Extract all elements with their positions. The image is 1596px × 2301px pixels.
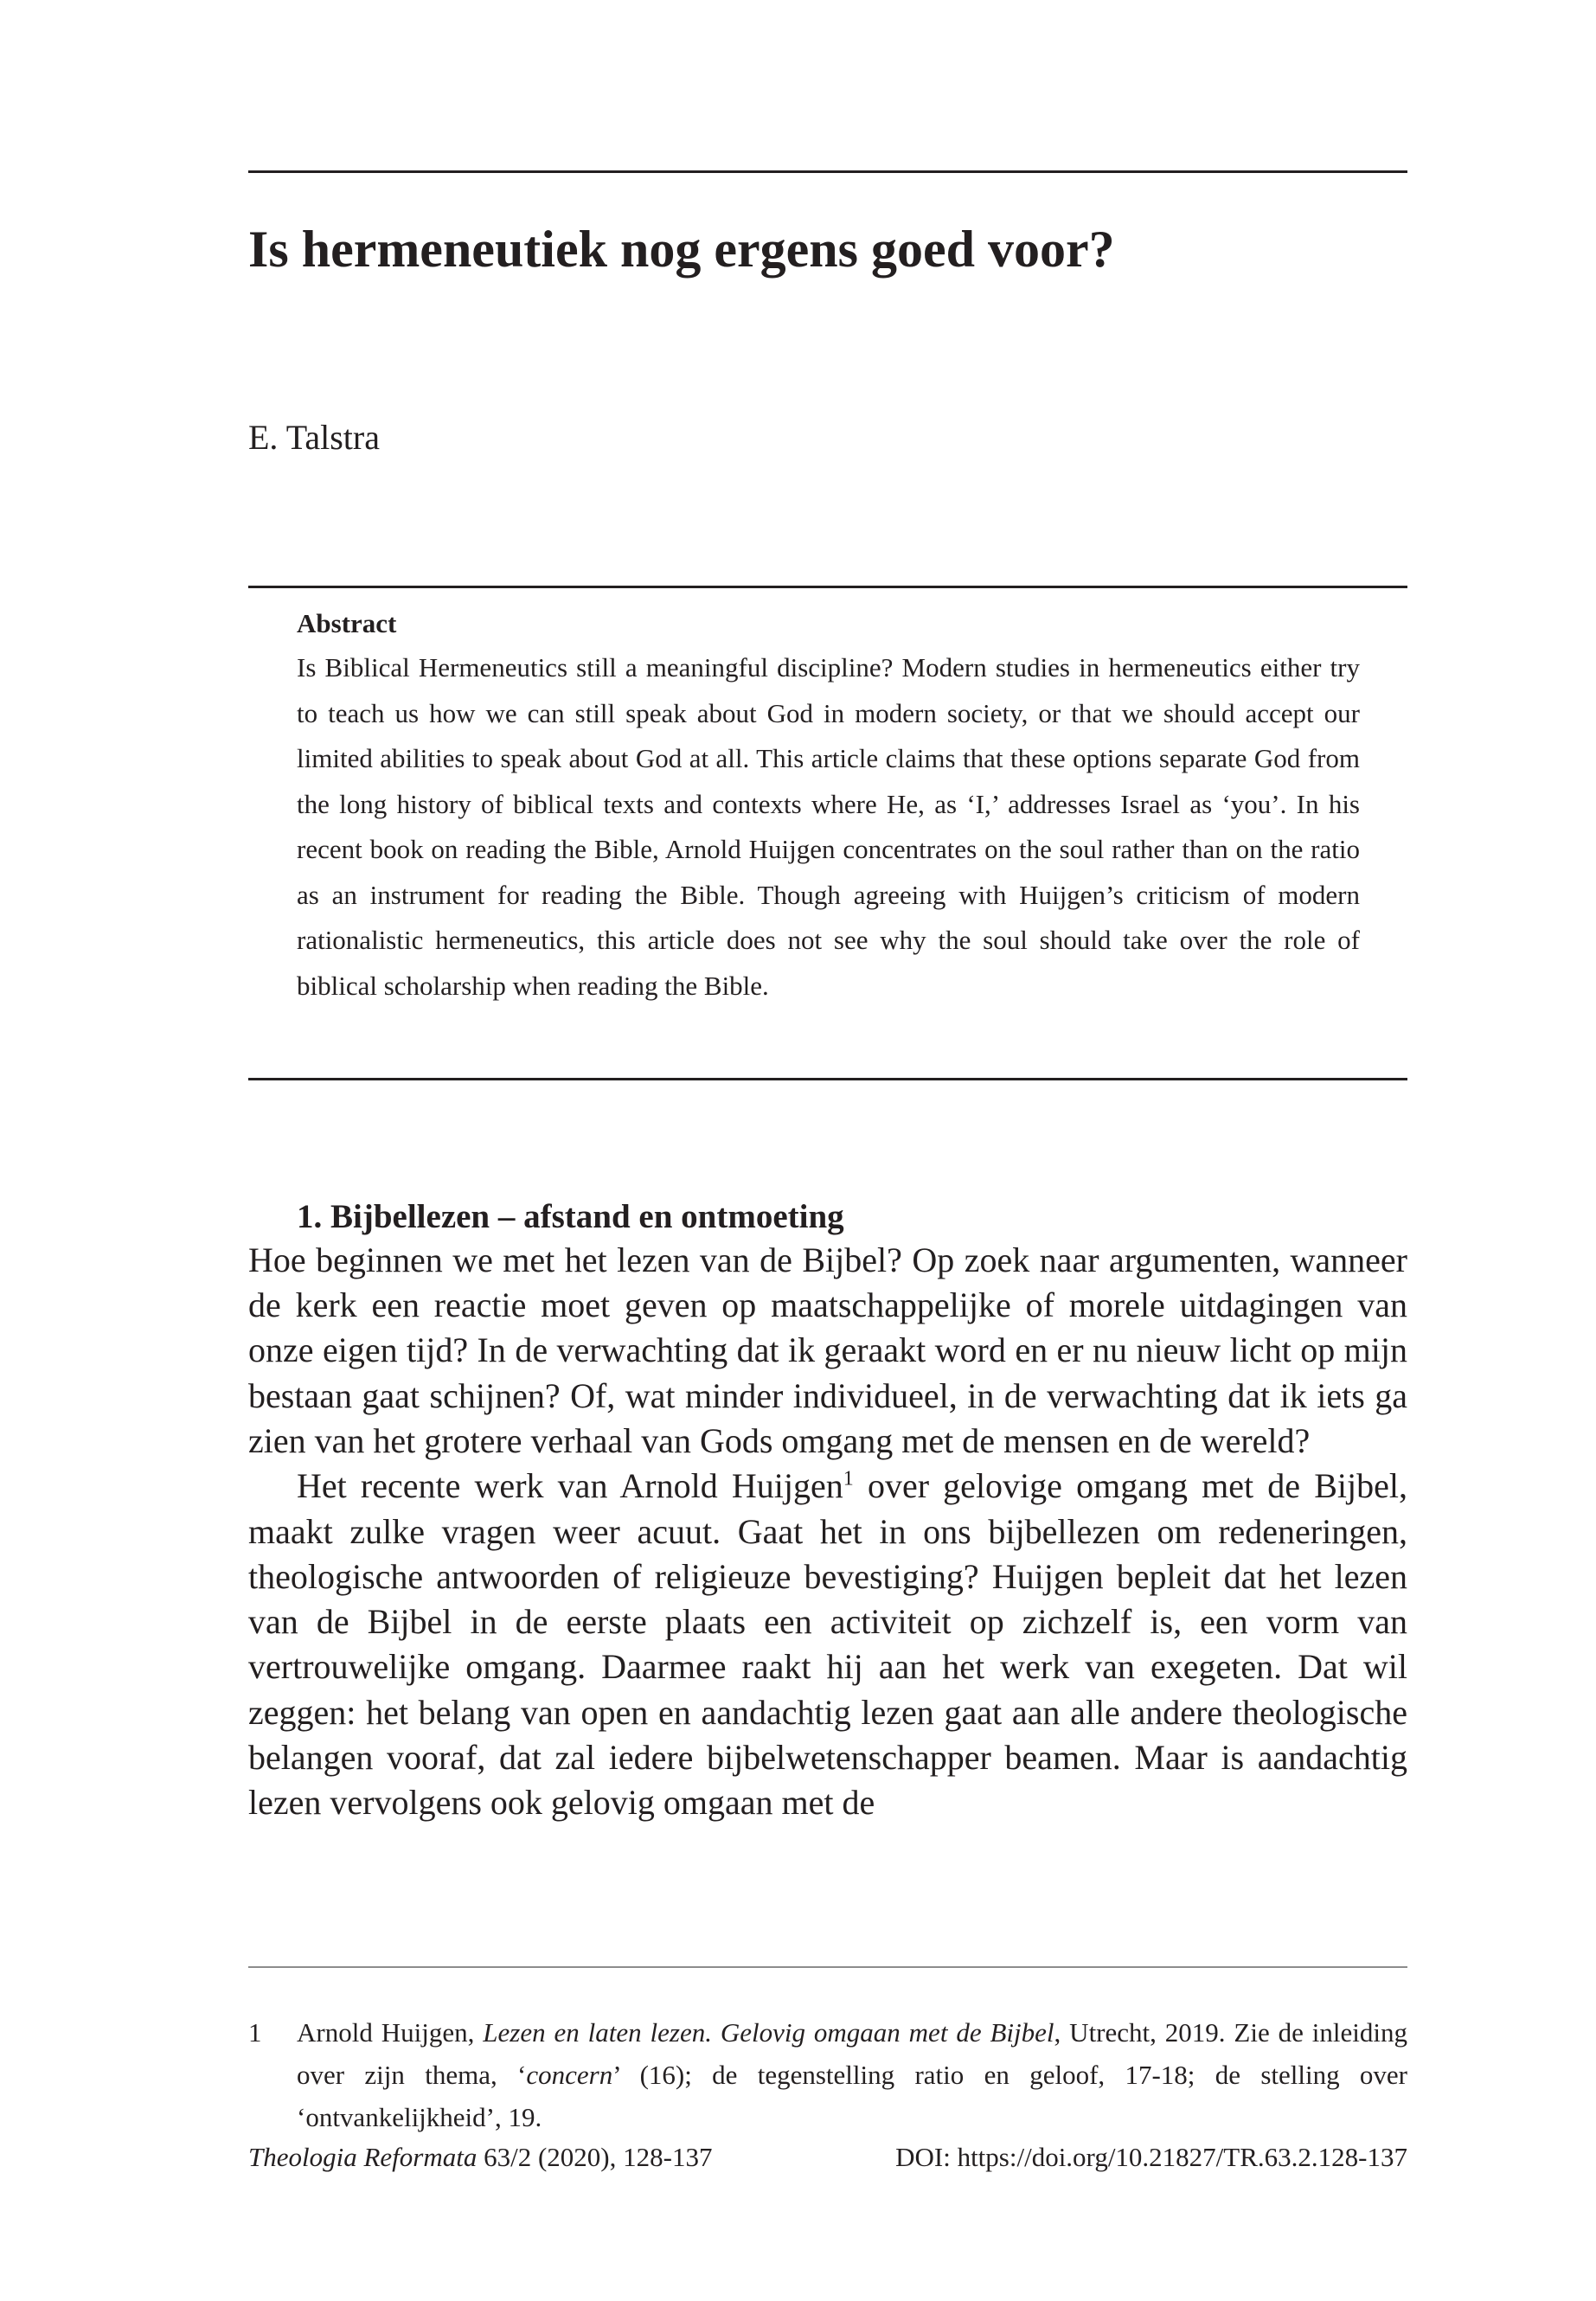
footnote [248, 2011, 1407, 2138]
author-name: E. Talstra [248, 418, 380, 457]
footnote-number: 1 [248, 2017, 262, 2048]
body-paragraph-2 [248, 1464, 1407, 1825]
abstract-bottom-rule [248, 1078, 1407, 1080]
footnote-text-part: ’ (16); de tegenstelling ratio en geloof, 17-18; de stelling over ‘ontvankelijkheid’, 19. [297, 2060, 1407, 2132]
doi-link[interactable]: DOI: https://doi.org/10.21827/TR.63.2.128-137 [895, 2142, 1407, 2172]
top-rule [248, 170, 1407, 173]
footnote-text-part: , Utrecht, 2019. Zie de inleiding over zijn thema, ‘ [297, 2017, 1408, 2090]
section-heading: 1. Bijbellezen – afstand en ontmoeting [297, 1198, 844, 1235]
footnote-term: concern [526, 2060, 613, 2090]
abstract-text: Is Biblical Hermeneutics still a meaningful discipline? Modern studies in hermeneutics either try to teach us how we can still speak about God in modern society, or that we should accept our limited abilities to speak about God at all. This article claims that these options separate God from the long history of biblical texts and contexts where He, as ‘I,’ addresses Israel as ‘you’. In his recent book on reading the Bible, Arnold Huijgen concentrates on the soul rather than on the ratio as an instrument for reading the Bible. Though agreeing with Huijgen’s criticism of modern rationalistic hermeneutics, this article does not see why the soul should take over the role of biblical scholarship when reading the Bible. [297, 652, 1360, 1001]
journal-volume: 63/2 (2020), 128-137 [477, 2142, 713, 2172]
journal-name: Theologia Reformata [248, 2142, 478, 2172]
abstract-block [297, 607, 1360, 1009]
footnote-text [297, 2011, 1407, 2138]
article-title: Is hermeneutiek nog ergens goed voor? [248, 221, 1115, 278]
footnote-rule [248, 1966, 1407, 1968]
body-paragraph-1: Hoe beginnen we met het lezen van de Bijbel? Op zoek naar argumenten, wanneer de kerk een reactie moet geven op maatschappelijke of morele uitdagingen van onze eigen tijd? In de verwachting dat ik geraakt word en er nu nieuw licht op mijn bestaan gaat schijnen? Of, wat minder individueel, in de verwachting dat ik iets ga zien van het grotere verhaal van Gods omgang met de mensen en de wereld? [248, 1240, 1407, 1460]
footnote-text-part: Arnold Huijgen, [297, 2017, 484, 2048]
body-paragraph-2-rest: over gelovige omgang met de Bijbel, maakt zulke vragen weer acuut. Gaat het in ons bijbellezen om redeneringen, theologische antwoorden of religieuze bevestiging? Huijgen bepleit dat het lezen van de Bijbel in de eerste plaats een activiteit op zichzelf is, een vorm van vertrouwelijke omgang. Daarmee raakt hij aan het werk van exegeten. Dat wil zeggen: het belang van open en aandachtig lezen gaat aan alle andere theologische belangen vooraf, dat zal iedere bijbelwetenschapper beamen. Maar is aandachtig lezen vervolgens ook gelovig omgaan met de [248, 1466, 1407, 1823]
abstract-heading: Abstract [297, 608, 397, 638]
body-paragraph-2-start: Het recente werk van Arnold Huijgen [297, 1466, 843, 1506]
footnote-reference: 1 [843, 1467, 854, 1490]
article-body [248, 1197, 1407, 1826]
footnote-book-title: Lezen en laten lezen. Gelovig omgaan met de Bijbel [483, 2017, 1054, 2048]
journal-citation [248, 2141, 712, 2173]
abstract-top-rule [248, 586, 1407, 588]
